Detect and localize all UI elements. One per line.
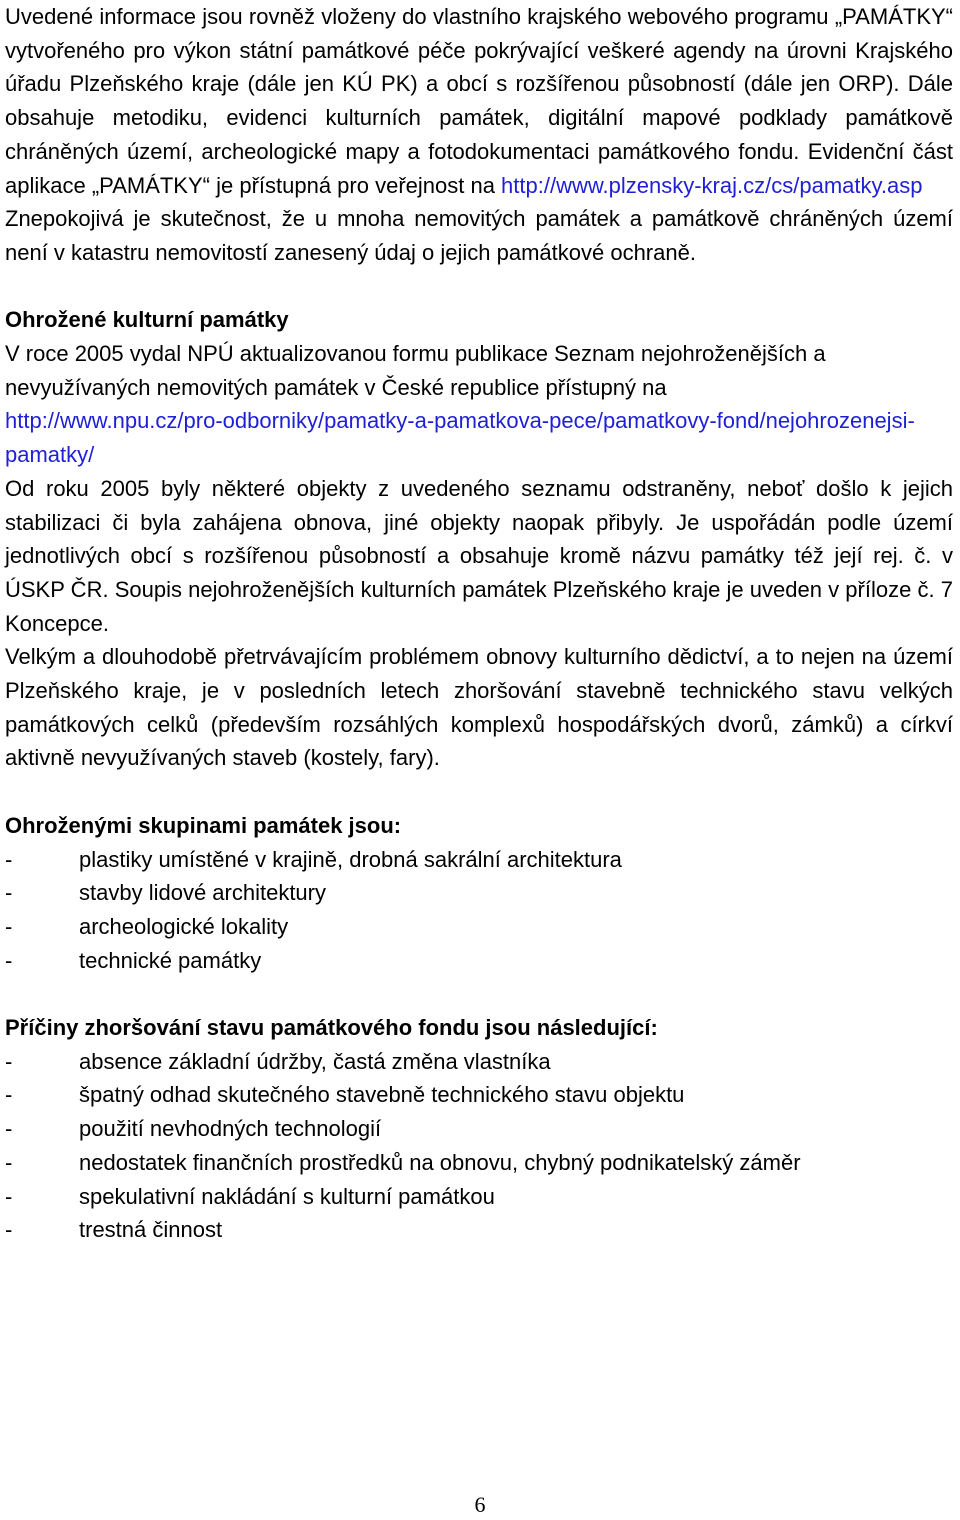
list-item — [5, 843, 953, 877]
deterioration-causes-list — [5, 1045, 953, 1247]
intro-text: Uvedené informace jsou rovněž vloženy do vlastního krajského webového programu „PAMÁTKY“ vytvořeného pro výkon státní památkové péče pokrývající veškeré agendy na úrovni Krajského úřadu Plzeňského kraje (dále jen KÚ PK) a obcí s rozšířenou působností (dále jen ORP). Dále obsahuje metodiku, evidenci kulturních památek, digitální mapové podklady památkově chráněných území, archeologické mapy a fotodokumentaci památkového fondu. Evidenční část aplikace „PAMÁTKY“ je přístupná pro veřejnost na — [5, 4, 953, 198]
section-heading-threatened-groups: Ohroženými skupinami památek jsou: — [5, 812, 402, 838]
npu-link-line — [5, 404, 953, 471]
list-changes-paragraph: Od roku 2005 byly některé objekty z uvedeného seznamu odstraněny, neboť došlo k jejich stabilizaci či byla zahájena obnova, jiné objekty naopak přibyly. Je uspořádán podle území jednotlivých obcí s rozšířenou působností a obsahuje kromě názvu památky též její rej. č. v ÚSKP ČR. Soupis nejohroženějších kulturních památek Plzeňského kraje je uveden v příloze č. 7 Koncepce. — [5, 475, 953, 636]
npu-link[interactable]: http://www.npu.cz/pro-odborniky/pamatky-a-pamatkova-pece/pamatkovy-fond/nejohrozenejsi-pamatky/ — [5, 408, 915, 468]
cadastre-paragraph: Znepokojivá je skutečnost, že u mnoha nemovitých památek a památkově chráněných území není v katastru nemovitostí zanesený údaj o jejich památkové ochraně. — [5, 206, 953, 265]
page-number: 6 — [474, 1492, 486, 1517]
spacer — [5, 977, 953, 1011]
page-content — [5, 0, 953, 1247]
dash-bullet: - — [5, 880, 13, 906]
list-item-text: spekulativní nakládání s kulturní památkou — [79, 1183, 495, 1209]
list-item-text: plastiky umístěné v krajině, drobná sakrální architektura — [79, 846, 622, 872]
dash-bullet: - — [5, 1116, 13, 1142]
dash-bullet: - — [5, 1217, 13, 1243]
dash-bullet: - — [5, 913, 13, 939]
dash-bullet: - — [5, 947, 13, 973]
list-item — [5, 1078, 953, 1112]
npu-paragraph: V roce 2005 vydal NPÚ aktualizovanou formu publikace Seznam nejohroženějších a nevyužívaných nemovitých památek v České republice přístupný na — [5, 341, 826, 400]
pamatky-link[interactable]: http://www.plzensky-kraj.cz/cs/pamatky.asp — [501, 172, 923, 198]
list-item-text: technické památky — [79, 947, 262, 973]
list-item-text: nedostatek finančních prostředků na obnovu, chybný podnikatelský záměr — [79, 1149, 801, 1175]
list-item — [5, 1213, 953, 1247]
intro-paragraph — [5, 0, 953, 202]
list-item-text: archeologické lokality — [79, 913, 289, 939]
heritage-problem-paragraph: Velkým a dlouhodobě přetrvávajícím problémem obnovy kulturního dědictví, a to nejen na území Plzeňského kraje, je v posledních letech zhoršování stavebně technického stavu velkých památkových celků (především rozsáhlých komplexů hospodářských dvorů, zámků) a církví aktivně nevyužívaných staveb (kostely, fary). — [5, 644, 953, 771]
dash-bullet: - — [5, 1183, 13, 1209]
list-item-text: absence základní údržby, častá změna vlastníka — [79, 1048, 551, 1074]
spacer — [5, 270, 953, 304]
list-item-text: stavby lidové architektury — [79, 880, 326, 906]
list-item — [5, 1112, 953, 1146]
list-item — [5, 1146, 953, 1180]
list-item — [5, 910, 953, 944]
section-heading-threatened-monuments: Ohrožené kulturní památky — [5, 307, 289, 333]
list-item — [5, 944, 953, 978]
dash-bullet: - — [5, 1048, 13, 1074]
section-heading-deterioration-causes: Příčiny zhoršování stavu památkového fondu jsou následující: — [5, 1015, 658, 1041]
list-item — [5, 1045, 953, 1079]
spacer — [5, 775, 953, 809]
dash-bullet: - — [5, 846, 13, 872]
list-item — [5, 876, 953, 910]
dash-bullet: - — [5, 1082, 13, 1108]
threatened-groups-list — [5, 843, 953, 978]
list-item-text: špatný odhad skutečného stavebně technického stavu objektu — [79, 1082, 685, 1108]
list-item-text: použití nevhodných technologií — [79, 1116, 382, 1142]
list-item — [5, 1180, 953, 1214]
list-item-text: trestná činnost — [79, 1217, 223, 1243]
dash-bullet: - — [5, 1149, 13, 1175]
